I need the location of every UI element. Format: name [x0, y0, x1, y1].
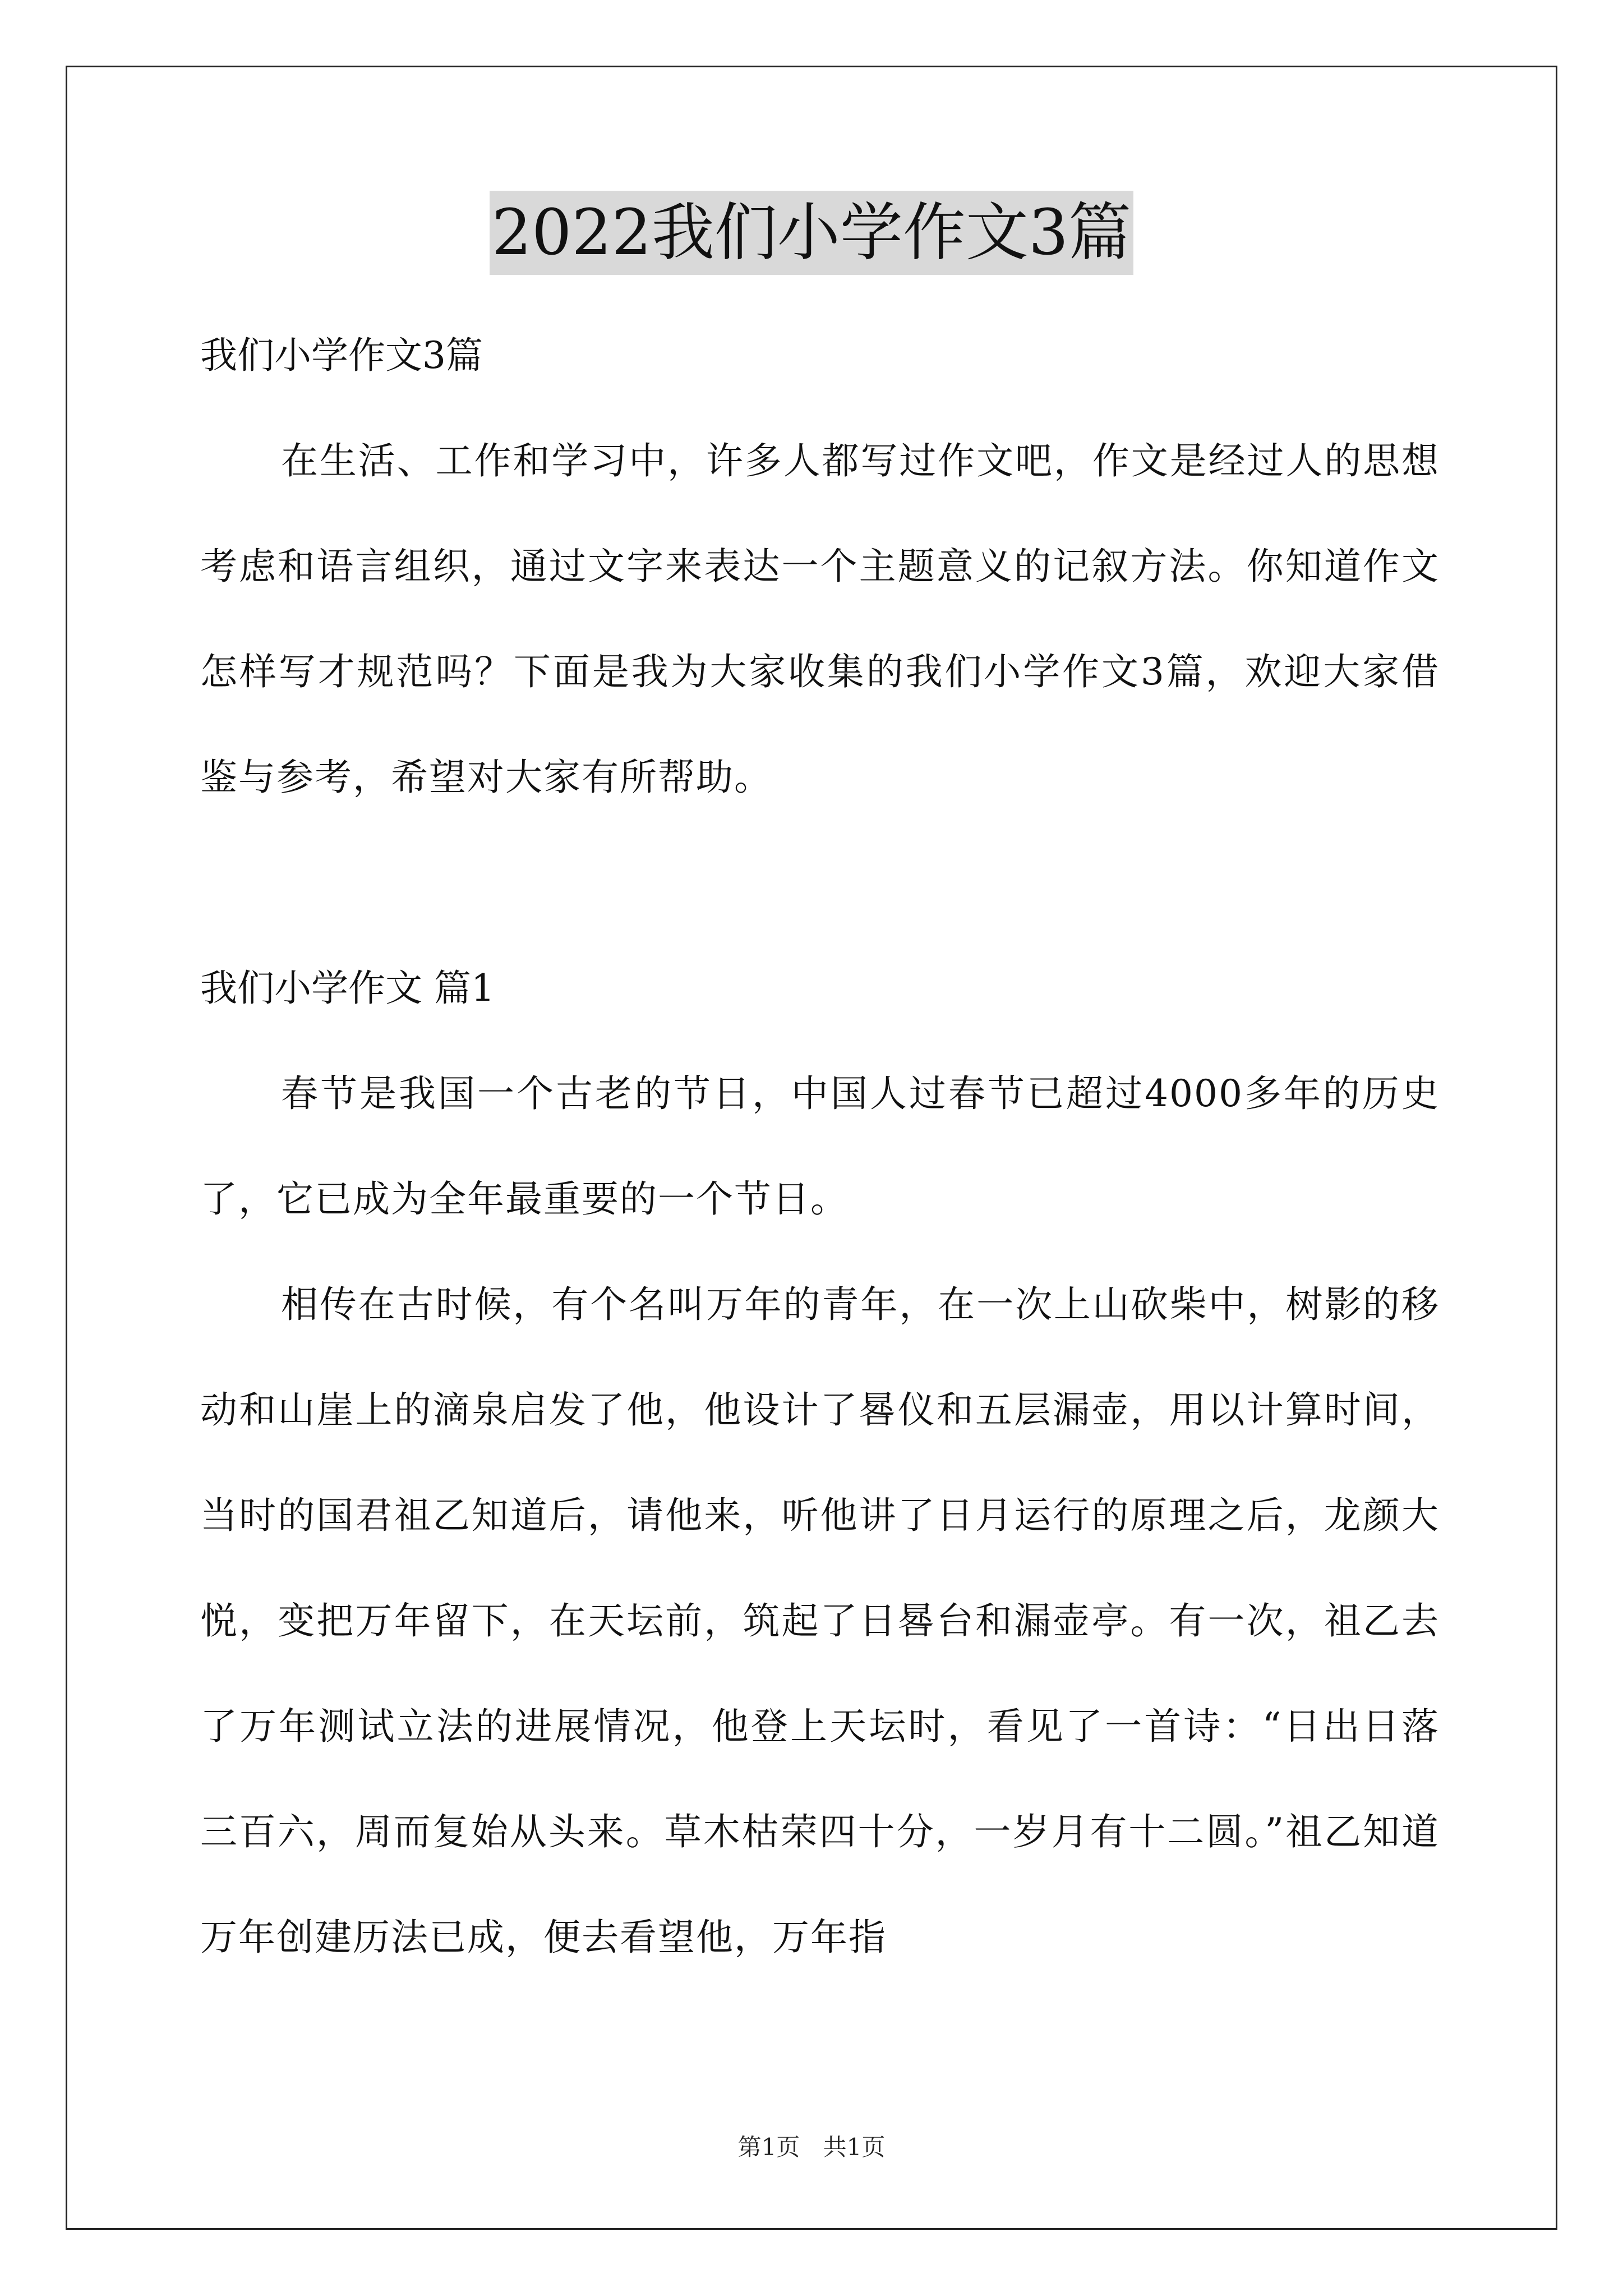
document-title: 2022我们小学作文3篇	[490, 191, 1133, 275]
document-subtitle: 我们小学作文3篇	[200, 334, 483, 377]
body-paragraph: 相传在古时候，有个名叫万年的青年，在一次上山砍柴中，树影的移动和山崖上的滴泉启发了他，他设计了晷仪和五层漏壶，用以计算时间，当时的国君祖乙知道后，请他来，听他讲了日月运行的原理之后，龙颜大悦，变把万年留下，在天坛前，筑起了日晷台和漏壶亭。有一次，祖乙去了万年测试立法的进展情况，他登上天坛时，看见了一首诗：“日出日落三百六，周而复始从头来。草木枯荣四十分，一岁月有十二圆。”祖乙知道万年创建历法已成，便去看望他，万年指	[200, 1283, 1440, 1959]
body-paragraph: 春节是我国一个古老的节日，中国人过春节已超过4000多年的历史了，它已成为全年最重要的一个节日。	[200, 1072, 1440, 1221]
document-body	[200, 303, 1440, 1990]
page-total: 共1页	[823, 2133, 886, 2161]
section-heading: 我们小学作文 篇1	[200, 967, 495, 1010]
title-container	[0, 191, 1623, 275]
intro-paragraph: 在生活、工作和学习中，许多人都写过作文吧，作文是经过人的思想考虑和语言组织，通过文字来表达一个主题意义的记叙方法。你知道作文怎样写才规范吗？下面是我为大家收集的我们小学作文3篇，欢迎大家借鉴与参考，希望对大家有所帮助。	[200, 439, 1440, 799]
page-number: 第1页	[737, 2133, 800, 2161]
page-footer	[0, 2129, 1623, 2162]
